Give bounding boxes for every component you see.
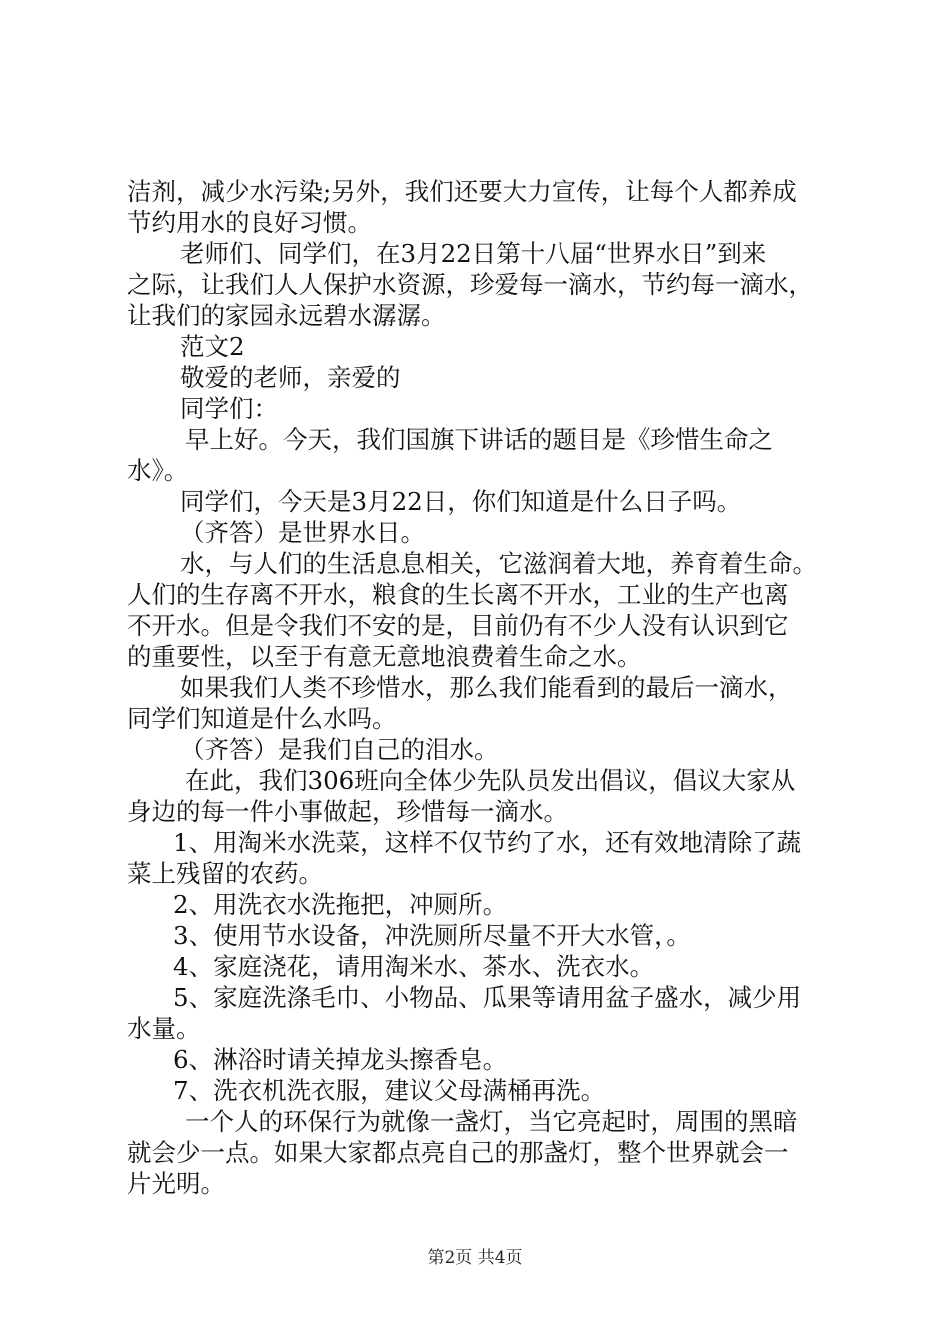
text-line: （齐答）是我们自己的泪水。: [180, 735, 499, 764]
text-line: 如果我们人类不珍惜水，那么我们能看到的最后一滴水，: [180, 673, 793, 702]
list-item: 1、用淘米水洗菜，这样不仅节约了水，还有效地清除了蔬: [173, 828, 802, 857]
text-line: 人们的生存离不开水，粮食的生长离不开水，工业的生产也离: [127, 580, 789, 609]
text-line: （齐答）是世界水日。: [180, 518, 425, 547]
text-line: 菜上残留的农药。: [127, 859, 323, 888]
text-line: 早上好。今天，我们国旗下讲话的题目是《珍惜生命之: [185, 425, 773, 454]
text-line: 就会少一点。如果大家都点亮自己的那盏灯，整个世界就会一: [127, 1138, 789, 1167]
text-line: 之际，让我们人人保护水资源，珍爱每一滴水，节约每一滴水，: [127, 270, 813, 299]
list-item: 3、使用节水设备，冲洗厕所尽量不开大水管，。: [173, 921, 691, 950]
text-line: 水，与人们的生活息息相关，它滋润着大地，养育着生命。: [180, 549, 817, 578]
text-line: 身边的每一件小事做起，珍惜每一滴水。: [127, 797, 568, 826]
page-number-footer: 第2页 共4页: [427, 1248, 523, 1268]
text-line: 水量。: [127, 1014, 201, 1043]
text-line: 水》。: [127, 456, 189, 485]
text-line: 节约用水的良好习惯。: [127, 208, 372, 237]
text-line: 老师们、同学们，在3月22日第十八届“世界水日”到来: [180, 239, 767, 268]
salutation: 同学们：: [180, 394, 278, 423]
text-line: 同学们知道是什么水吗。: [127, 704, 397, 733]
text-line: 同学们，今天是3月22日，你们知道是什么日子吗。: [180, 487, 742, 516]
list-item: 2、用洗衣水洗拖把，冲厕所。: [173, 890, 508, 919]
text-line: 不开水。但是令我们不安的是，目前仍有不少人没有认识到它: [127, 611, 789, 640]
list-item: 5、家庭洗涤毛巾、小物品、瓜果等请用盆子盛水，减少用: [173, 983, 802, 1012]
text-line: 片光明。: [127, 1169, 225, 1198]
list-item: 4、家庭浇花，请用淘米水、茶水、洗衣水。: [173, 952, 655, 981]
salutation: 敬爱的老师，亲爱的: [180, 363, 401, 392]
list-item: 6、淋浴时请关掉龙头擦香皂。: [173, 1045, 508, 1074]
text-line: 的重要性，以至于有意无意地浪费着生命之水。: [127, 642, 642, 671]
text-line: 洁剂，减少水污染;另外，我们还要大力宣传，让每个人都养成: [127, 177, 797, 206]
text-line: 一个人的环保行为就像一盏灯，当它亮起时，周围的黑暗: [185, 1107, 798, 1136]
text-line: 让我们的家园永远碧水潺潺。: [127, 301, 446, 330]
section-heading: 范文2: [180, 332, 245, 361]
text-line: 在此，我们306班向全体少先队员发出倡议，倡议大家从: [185, 766, 796, 795]
list-item: 7、洗衣机洗衣服，建议父母满桶再洗。: [173, 1076, 606, 1105]
document-body: [127, 176, 847, 1199]
